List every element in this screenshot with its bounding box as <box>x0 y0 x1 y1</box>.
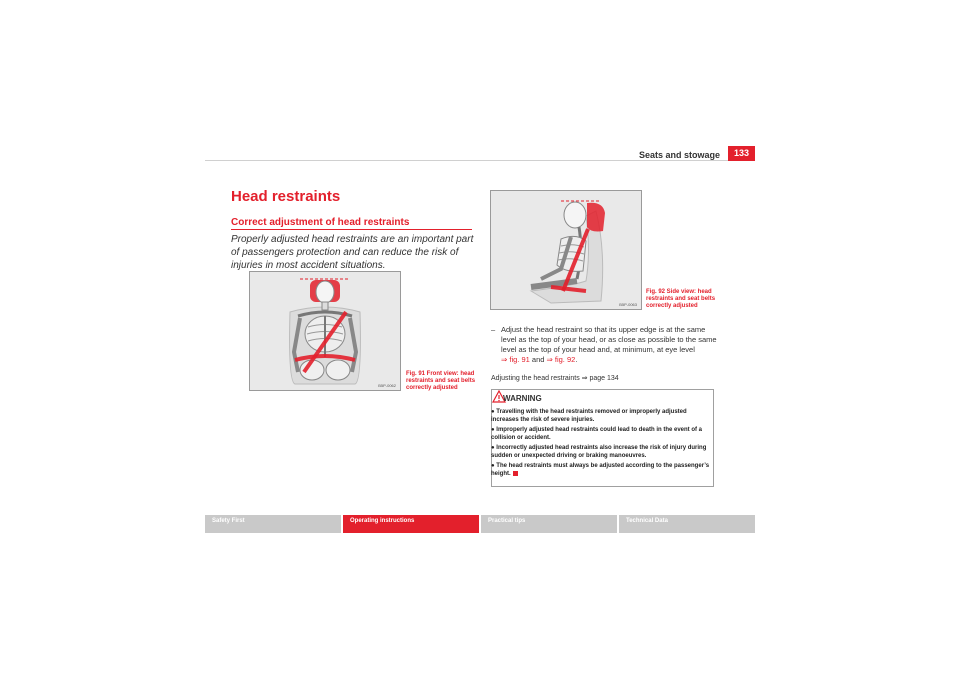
bullet-icon: ● <box>491 409 495 415</box>
fig-91-link[interactable]: ⇒ fig. 91 <box>501 355 530 364</box>
figure-91-code: B5P-0062 <box>378 383 396 388</box>
intro-paragraph: Properly adjusted head restraints are an important part of passengers protection and can reduce the risk of injuries in most accident situations. <box>231 234 474 271</box>
page-heading: Head restraints <box>231 188 341 205</box>
step-and: and <box>531 355 545 364</box>
warning-item: ● Incorrectly adjusted head restraints also increase the risk of injury during sudden or unexpected driving or braking manoeuvres. <box>491 445 707 459</box>
tab-operating-instructions[interactable]: Operating instructions <box>343 515 479 533</box>
subheading-rule <box>231 229 472 230</box>
figure-91-caption: Fig. 91 Front view: head restraints and seat belts correctly adjusted <box>406 371 476 391</box>
header-rule <box>205 160 755 161</box>
instruction-step <box>491 325 721 365</box>
warning-list <box>491 408 713 480</box>
tab-safety-first[interactable]: Safety First <box>205 515 341 533</box>
step-end: . <box>575 355 578 364</box>
section-title: Seats and stowage <box>638 150 720 160</box>
bullet-icon: ● <box>491 427 495 433</box>
warning-item: ● Improperly adjusted head restraints could lead to death in the event of a collision or accident. <box>491 427 703 441</box>
end-of-section-icon <box>513 471 518 476</box>
side-view-illustration <box>491 191 641 309</box>
tab-practical-tips[interactable]: Practical tips <box>481 515 617 533</box>
page-number: 133 <box>728 146 755 161</box>
figure-92-code: B5P-0063 <box>619 302 637 307</box>
bullet-icon: ● <box>491 445 495 451</box>
figure-92-side-view <box>490 190 642 310</box>
step-text: Adjust the head restraint so that its upper edge is at the same level as the top of your head, or as close as possible to the same level as the top of your head and, at minimum, at eye level <box>501 325 717 354</box>
fig-92-link[interactable]: ⇒ fig. 92 <box>546 355 576 364</box>
step-dash: – <box>491 325 496 334</box>
warning-item: ● Travelling with the head restraints removed or improperly adjusted increases the risk of severe injuries. <box>491 409 687 423</box>
subheading: Correct adjustment of head restraints <box>231 217 410 228</box>
figure-92-caption: Fig. 92 Side view: head restraints and seat belts correctly adjusted <box>646 289 716 309</box>
figure-91-front-view <box>249 271 401 391</box>
tab-technical-data[interactable]: Technical Data <box>619 515 755 533</box>
cross-reference-note[interactable]: Adjusting the head restraints ⇒ page 134 <box>491 375 619 382</box>
warning-item: ● The head restraints must always be adjusted according to the passenger’s height. <box>491 463 710 477</box>
warning-title: WARNING <box>503 394 542 403</box>
front-view-illustration <box>250 272 400 390</box>
bullet-icon: ● <box>491 463 495 469</box>
